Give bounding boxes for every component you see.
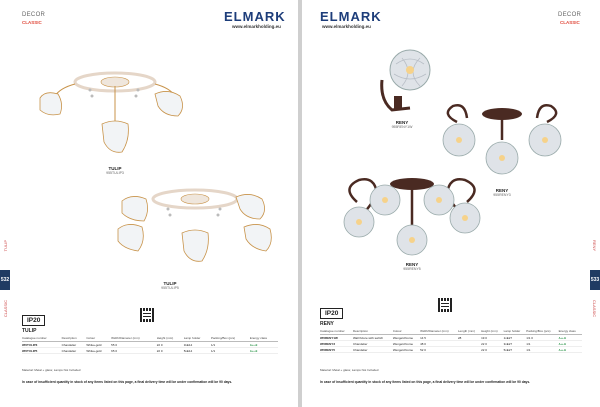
table-cell: 1/1 <box>211 342 250 348</box>
product-code: 955RENY1W <box>391 125 413 129</box>
column-header: Energy class <box>559 329 582 335</box>
table-cell: Wall fixture with switch <box>353 335 393 341</box>
energy-class-badge: A++-E <box>249 344 258 347</box>
table-cell: 55 0 <box>111 342 157 348</box>
table-cell: Wenge/chrome <box>393 347 420 353</box>
table-cell: 1/1 <box>526 347 558 353</box>
product-name: TULIP <box>108 166 122 171</box>
materials-note: Material: Metal + glass; Lamps Not Included <box>22 368 81 372</box>
column-header: Catalogue number <box>320 329 353 335</box>
product-caption-reny1w <box>382 120 422 129</box>
brand-logo: ELMARK <box>224 9 286 24</box>
table-cell <box>458 347 481 353</box>
product-code: 955TULIP5 <box>161 286 179 290</box>
column-header: Width/Diameter (mm) <box>111 336 157 342</box>
website-link[interactable]: www.elmarkholding.eu <box>322 24 371 29</box>
product-caption-tulip3 <box>95 166 135 175</box>
column-header: Packing/Box (pcs) <box>526 329 558 335</box>
materials-note: Material: Metal + glass; Lamps Not Included <box>320 368 379 372</box>
side-label-family: RENY <box>592 240 597 252</box>
column-header: Lamp holder <box>504 329 527 335</box>
page-number: 533 <box>590 270 600 290</box>
table-cell: 955RENY1W <box>320 335 353 341</box>
column-header: Description <box>62 336 87 342</box>
table-cell: 1xE27 <box>504 335 527 341</box>
delivery-note: In case of insufficient quantity in stock of any items listed on this page, a final delivery time will be under confirmation will be 90 days. <box>320 380 531 384</box>
table-cell: 22 0 <box>481 347 503 353</box>
product-name: RENY <box>395 120 409 125</box>
qr-code[interactable] <box>438 298 452 312</box>
table-cell: 3xE27 <box>504 341 527 347</box>
table-cell: Chandelier <box>62 348 87 354</box>
table-cell: Chandelier <box>353 347 393 353</box>
left-page <box>0 0 298 407</box>
brand-logo: ELMARK <box>320 9 382 24</box>
table-cell: White+gold <box>86 342 111 348</box>
table-cell: Chandelier <box>62 342 87 348</box>
specs-table <box>22 336 278 354</box>
column-header: Colour <box>86 336 111 342</box>
table-cell: 3xE14 <box>184 342 211 348</box>
product-name: RENY <box>495 188 509 193</box>
specs-table <box>320 329 582 353</box>
product-name: RENY <box>405 262 419 267</box>
product-family-title: RENY <box>320 321 334 327</box>
product-code: 955RENY5 <box>403 267 421 271</box>
table-cell: 1/1 <box>526 341 558 347</box>
table-cell <box>559 347 582 353</box>
qr-code[interactable] <box>140 308 154 322</box>
reny-5-chandelier-image <box>337 172 487 262</box>
table-cell: 955TULIP3 <box>22 342 62 348</box>
header-section: DECOR <box>22 12 46 18</box>
column-header: Height (mm) <box>157 336 184 342</box>
product-caption-reny3 <box>482 188 522 197</box>
table-cell: 22 0 <box>157 342 184 348</box>
column-header: Energy class <box>250 336 278 342</box>
column-header: Length (mm) <box>458 329 481 335</box>
side-label-category: CLASSIC <box>3 300 8 318</box>
column-header: Packing/Box (pcs) <box>211 336 250 342</box>
ip-rating-badge: IP20 <box>22 315 45 326</box>
table-cell: 19 0 <box>481 335 503 341</box>
column-header: Lamp holder <box>184 336 211 342</box>
table-cell: 955RENY3 <box>320 341 353 347</box>
ip-rating-badge: IP20 <box>320 308 343 319</box>
table-cell: 5xE14 <box>184 348 211 354</box>
table-cell: 52 0 <box>420 347 458 353</box>
energy-class-badge: A++-E <box>249 350 258 353</box>
delivery-note: In case of insufficient quantity in stock of any items listed on this page, a final delivery time will be under confirmation will be 90 days. <box>22 380 233 384</box>
table-cell: 65 0 <box>111 348 157 354</box>
column-header: Colour <box>393 329 420 335</box>
column-header: Description <box>353 329 393 335</box>
product-family-title: TULIP <box>22 328 37 334</box>
header-subsection: CLASSIC <box>22 20 42 25</box>
tulip-3-chandelier-image <box>30 62 200 172</box>
header-subsection: CLASSIC <box>560 20 580 25</box>
product-caption-tulip5 <box>150 281 190 290</box>
table-cell: Chandelier <box>353 341 393 347</box>
header-section: DECOR <box>558 12 582 18</box>
table-cell: 22 0 <box>481 341 503 347</box>
table-cell <box>250 348 278 354</box>
website-link[interactable]: www.elmarkholding.eu <box>232 24 281 29</box>
side-label-family: TULIP <box>3 240 8 252</box>
product-caption-reny5 <box>392 262 432 271</box>
table-cell: 1/1 <box>211 348 250 354</box>
table-cell: 5xE27 <box>504 347 527 353</box>
column-header: Catalogue number <box>22 336 62 342</box>
table-row <box>22 348 278 354</box>
column-header: Height (mm) <box>481 329 503 335</box>
energy-class-badge: A++-E <box>558 349 567 352</box>
table-cell: White+gold <box>86 348 111 354</box>
table-cell: Wenge/chrome <box>393 335 420 341</box>
table-cell: 1/1 0 <box>526 335 558 341</box>
page-number: 532 <box>0 270 10 290</box>
right-page <box>302 0 600 407</box>
product-name: TULIP <box>163 281 177 286</box>
energy-class-badge: A++-E <box>558 337 567 340</box>
table-cell: Wenge/chrome <box>393 341 420 347</box>
product-code: 955RENY3 <box>493 193 511 197</box>
table-cell: 14 5 <box>420 335 458 341</box>
table-cell: 48 0 <box>420 341 458 347</box>
table-cell: 955RENY5 <box>320 347 353 353</box>
tulip-5-chandelier-image <box>110 185 280 275</box>
side-label-category: CLASSIC <box>592 300 597 318</box>
table-cell: 22 0 <box>157 348 184 354</box>
table-cell: 955TULIP5 <box>22 348 62 354</box>
product-code: 955TULIP3 <box>106 171 124 175</box>
table-cell: 28 <box>458 335 481 341</box>
table-row <box>320 347 582 353</box>
column-header: Width/Diameter (mm) <box>420 329 458 335</box>
energy-class-badge: A++-E <box>558 343 567 346</box>
